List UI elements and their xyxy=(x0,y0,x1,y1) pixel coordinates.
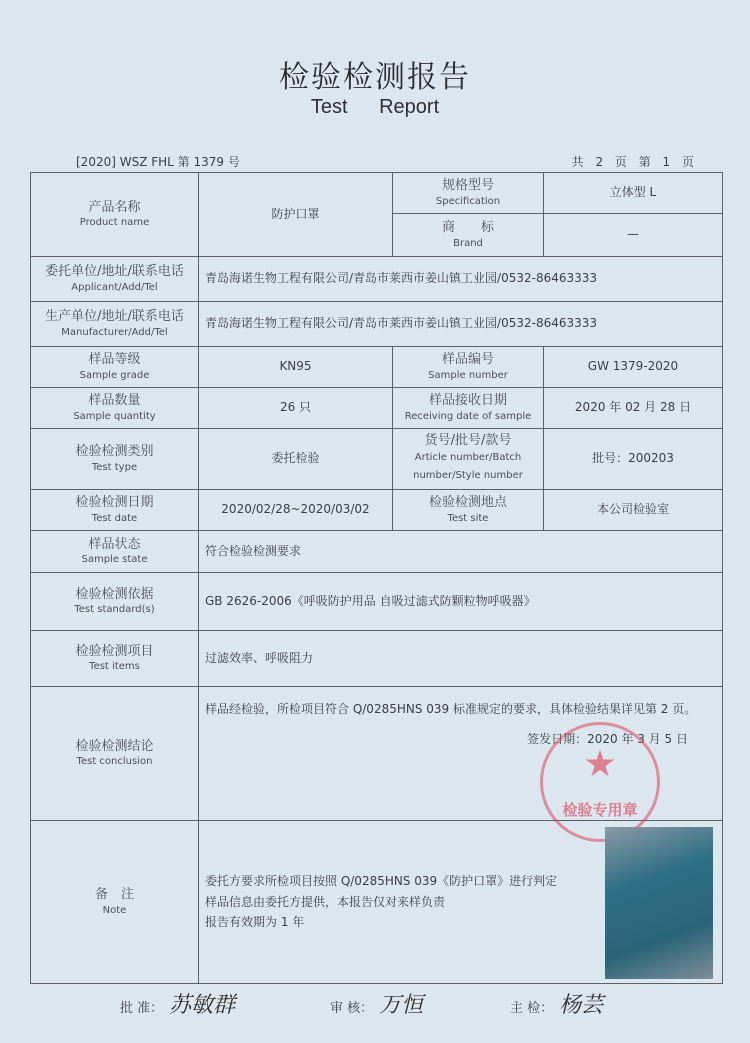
label-sample-state: 样品状态 Sample state xyxy=(31,531,199,573)
value-product-name: 防护口罩 xyxy=(199,173,393,257)
label-sample-grade: 样品等级 Sample grade xyxy=(31,347,199,388)
value-sample-number: GW 1379-2020 xyxy=(544,347,723,388)
value-test-date: 2020/02/28~2020/03/02 xyxy=(199,490,393,531)
label-sample-number: 样品编号 Sample number xyxy=(393,347,544,388)
value-sample-state: 符合检验检测要求 xyxy=(199,531,723,573)
note-line: 样品信息由委托方提供，本报告仅对来样负责 xyxy=(205,894,446,909)
label-note: 备 注 Note xyxy=(31,821,199,984)
sample-photo xyxy=(605,827,713,979)
value-conclusion xyxy=(199,687,723,821)
report-number: [2020] WSZ FHL 第 1379 号 xyxy=(76,155,240,169)
value-test-site: 本公司检验室 xyxy=(544,490,723,531)
value-article-number: 批号：200203 xyxy=(544,429,723,490)
inspector-signature: 主 检： 杨芸 xyxy=(510,993,604,1018)
label-article-number: 货号/批号/款号 Article number/Batch number/Style number xyxy=(393,429,544,490)
label-test-type: 检验检测类别 Test type xyxy=(31,429,199,490)
report-title: 检验检测报告 xyxy=(279,60,471,95)
issue-date: 签发日期：2020 年 3 月 5 日 xyxy=(527,732,688,746)
label-conclusion: 检验检测结论 Test conclusion xyxy=(31,687,199,821)
reviewer-signature: 审 核： 万恒 xyxy=(330,993,424,1018)
label-test-site: 检验检测地点 Test site xyxy=(393,490,544,531)
conclusion-text: 样品经检验，所检项目符合 Q/0285HNS 039 标准规定的要求，具体检验结果详见第 2 页。 xyxy=(205,702,697,716)
label-product-name: 产品名称 Product name xyxy=(31,173,199,257)
value-specification: 立体型 L xyxy=(544,173,723,214)
label-brand: 商 标 Brand xyxy=(393,214,544,257)
value-test-items: 过滤效率、呼吸阻力 xyxy=(199,631,723,687)
value-sample-quantity: 26 只 xyxy=(199,388,393,429)
label-specification: 规格型号 Specification xyxy=(393,173,544,214)
label-sample-quantity: 样品数量 Sample quantity xyxy=(31,388,199,429)
note-line: 报告有效期为 1 年 xyxy=(205,915,305,930)
value-sample-grade: KN95 xyxy=(199,347,393,388)
approver-signature: 批 准： 苏敏群 xyxy=(120,993,236,1018)
stamp-text: 检验专用章 xyxy=(562,801,638,819)
value-manufacturer: 青岛海诺生物工程有限公司/青岛市莱西市姜山镇工业园/0532-86463333 xyxy=(199,302,723,347)
label-test-items: 检验检测项目 Test items xyxy=(31,631,199,687)
report-subtitle: Test Report xyxy=(310,96,440,118)
value-brand: — xyxy=(544,214,723,257)
label-receiving-date: 样品接收日期 Receiving date of sample xyxy=(393,388,544,429)
page-count: 共 2 页 第 1 页 xyxy=(571,155,694,169)
value-test-type: 委托检验 xyxy=(199,429,393,490)
value-receiving-date: 2020 年 02 月 28 日 xyxy=(544,388,723,429)
label-applicant: 委托单位/地址/联系电话 Applicant/Add/Tel xyxy=(31,257,199,302)
label-manufacturer: 生产单位/地址/联系电话 Manufacturer/Add/Tel xyxy=(31,302,199,347)
value-test-standard: GB 2626-2006《呼吸防护用品 自吸过滤式防颗粒物呼吸器》 xyxy=(199,573,723,631)
label-test-standard: 检验检测依据 Test standard(s) xyxy=(31,573,199,631)
label-test-date: 检验检测日期 Test date xyxy=(31,490,199,531)
value-applicant: 青岛海诺生物工程有限公司/青岛市莱西市姜山镇工业园/0532-86463333 xyxy=(199,257,723,302)
note-line: 委托方要求所检项目按照 Q/0285HNS 039《防护口罩》进行判定 xyxy=(205,874,558,889)
